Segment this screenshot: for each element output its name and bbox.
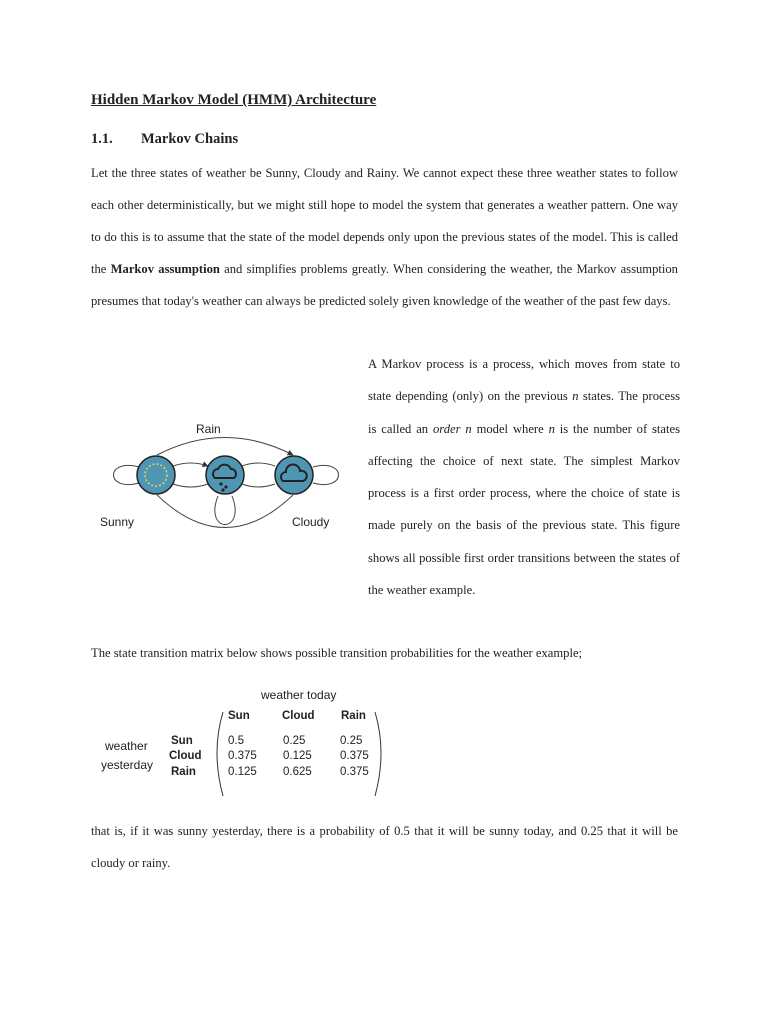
section-number: 1.1.	[91, 131, 113, 147]
section-heading	[91, 131, 238, 148]
transition-matrix	[95, 684, 395, 804]
col-header: Sun	[228, 710, 250, 722]
p2-text-a: A Markov process is a process, which moves from state to state depending (only) on the previous	[368, 357, 680, 404]
self-loop-cloudy	[313, 465, 339, 484]
arrow-cloud-sun-bottom	[157, 495, 293, 528]
section-title: Markov Chains	[141, 131, 239, 147]
matrix-right-bracket	[375, 712, 381, 796]
p1-text-a: Let the three states of weather be Sunny, Cloudy and Rainy. We cannot expect these three weather states to follow each other deterministically, but we might still hope to model the system that generates a weather pattern. One way to do this is to assume that the state of the model depends only upon the previous states of the model. This is called the	[91, 166, 678, 276]
matrix-cell: 0.375	[340, 750, 369, 762]
p2-text-c: model where	[471, 421, 549, 436]
state-rain	[206, 456, 244, 494]
matrix-cell: 0.625	[283, 766, 312, 778]
row-header: Rain	[171, 766, 196, 778]
p2-n-italic: n	[572, 389, 579, 404]
p1-text-b: and simplifies problems greatly. When considering the weather, the Markov assumption presumes that today's weather can always be predicted solely given knowledge of the weather of the past few days.	[91, 262, 678, 308]
paragraph-markov-process	[368, 348, 680, 606]
paragraph-matrix-intro: The state transition matrix below shows possible transition probabilities for the weather example;	[91, 646, 583, 660]
matrix-cell: 0.125	[283, 750, 312, 762]
col-header: Cloud	[282, 710, 315, 722]
matrix-side-label-1: weather	[105, 739, 148, 753]
markov-assumption-term: Markov assumption	[110, 262, 220, 276]
arrow-sun-rain-top	[173, 463, 208, 466]
arrow-rain-sun-bottom	[173, 484, 208, 487]
self-loop-rain	[215, 496, 235, 525]
self-loop-sunny	[114, 465, 140, 484]
diagram-label-rain: Rain	[196, 422, 221, 436]
state-cloudy	[275, 456, 313, 494]
matrix-cell: 0.25	[283, 735, 306, 747]
paragraph-matrix-explanation: that is, if it was sunny yesterday, there is a probability of 0.5 that it will be sunny today, and 0.25 that it will be cloudy or rainy.	[91, 824, 678, 870]
state-sunny	[137, 456, 175, 494]
row-header: Cloud	[169, 750, 202, 762]
arrow-rain-cloud-top	[242, 463, 275, 466]
arrow-sun-cloud-top	[157, 438, 293, 456]
matrix-cell: 0.25	[340, 735, 363, 747]
matrix-cell: 0.375	[340, 766, 369, 778]
col-header: Rain	[341, 710, 366, 722]
matrix-side-label-2: yesterday	[101, 758, 154, 772]
paragraph-markov-intro	[91, 157, 678, 317]
p2-order-n-italic: order n	[433, 421, 472, 436]
matrix-cell: 0.375	[228, 750, 257, 762]
diagram-label-sunny: Sunny	[100, 515, 135, 529]
arrow-cloud-rain-bottom	[242, 484, 275, 487]
p2-text-d: is the number of states affecting the choice of next state. The simplest Markov process is a first order process, where the choice of state is made purely on the basis of the previous state. This figure shows all possible first order transitions between the states of the weather example.	[368, 421, 681, 598]
matrix-cell: 0.125	[228, 766, 257, 778]
matrix-cell: 0.5	[228, 735, 244, 747]
markov-chain-diagram	[95, 410, 350, 550]
matrix-top-label: weather today	[261, 688, 337, 702]
document-title: Hidden Markov Model (HMM) Architecture	[91, 92, 377, 108]
diagram-label-cloudy: Cloudy	[292, 515, 330, 529]
row-header: Sun	[171, 735, 193, 747]
p2-text-b: states. The process is called an	[368, 389, 680, 436]
p2-n-italic-2: n	[548, 421, 555, 436]
matrix-left-bracket	[217, 712, 223, 796]
